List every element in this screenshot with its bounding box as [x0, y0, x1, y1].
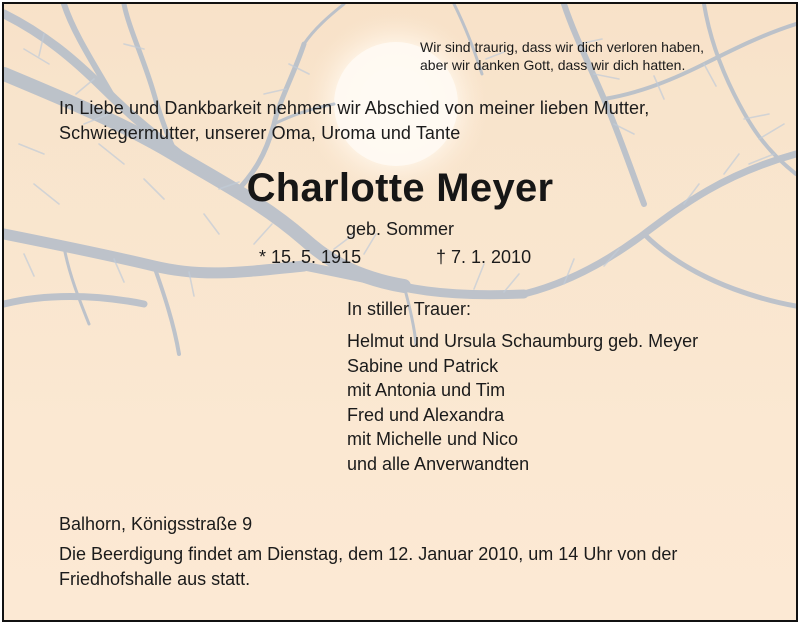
mourning-title: In stiller Trauer: — [347, 299, 472, 319]
birth-date: * 15. 5. 1915 — [259, 247, 362, 267]
funeral-notice — [59, 542, 677, 592]
obituary-card — [2, 2, 798, 622]
death-date: † 7. 1. 2010 — [436, 247, 532, 267]
address: Balhorn, Königsstraße 9 — [59, 514, 253, 534]
mourner-item: Fred und Alexandra — [347, 404, 505, 425]
quote-line-1: Wir sind traurig, dass wir dich verloren haben, — [420, 39, 705, 55]
funeral-line-1: Die Beerdigung findet am Dienstag, dem 12. Januar 2010, um 14 Uhr von der — [59, 544, 678, 564]
intro-text — [59, 96, 649, 146]
mourner-item: mit Antonia und Tim — [347, 380, 506, 401]
mourner-item: und alle Anverwandten — [347, 453, 530, 474]
quote-line-2: aber wir danken Gott, dass wir dich hatten. — [420, 57, 686, 73]
intro-line-1: In Liebe und Dankbarkeit nehmen wir Abschied von meiner lieben Mutter, — [59, 98, 650, 118]
mourner-item: mit Michelle und Nico — [347, 429, 519, 450]
funeral-line-2: Friedhofshalle aus statt. — [59, 569, 251, 589]
mourner-item: Helmut und Ursula Schaumburg geb. Meyer — [347, 331, 699, 351]
quote-block — [420, 38, 704, 74]
intro-line-2: Schwiegermutter, unserer Oma, Uroma und Tante — [59, 123, 461, 143]
deceased-name: Charlotte Meyer — [246, 166, 554, 210]
mourners-list — [347, 329, 698, 477]
birth-name: geb. Sommer — [345, 219, 455, 239]
mourner-item: Sabine und Patrick — [347, 355, 499, 376]
